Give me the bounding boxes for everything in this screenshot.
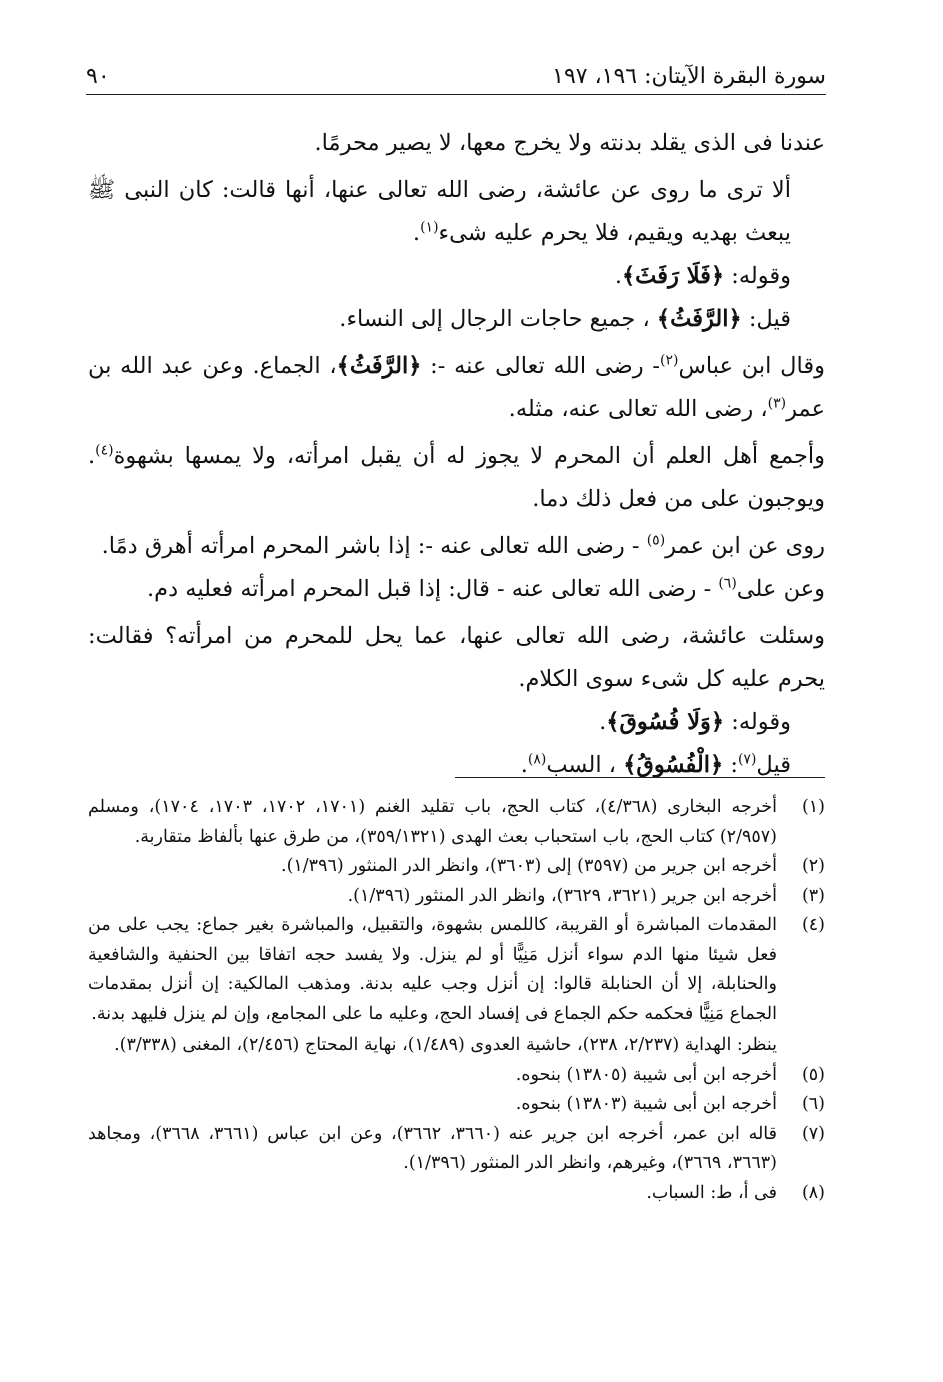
text-span: . ويوجبون على من فعل ذلك دما. [88, 443, 825, 512]
quran-quote: ﴿الْفُسُوقُ﴾ [623, 752, 724, 778]
text-span: روى عن ابن عمر [665, 533, 825, 559]
footnotes [88, 793, 825, 1208]
quran-quote: ﴿الرَّفَثُ﴾ [656, 306, 742, 332]
paragraph-8 [88, 568, 825, 611]
footnote-text: أخرجه ابن أبى شيبة (١٣٨٠٥) بنحوه. [515, 1064, 777, 1085]
footnote-4 [88, 911, 825, 1061]
text-span: . [412, 220, 421, 246]
paragraph-10 [88, 701, 825, 744]
footnote-5 [88, 1061, 825, 1091]
paragraph-1 [88, 122, 825, 165]
quran-quote: ﴿الرَّفَثُ﴾ [336, 353, 422, 379]
footnote-text: المقدمات المباشرة أو القريبة، كاللمس بشهوة، والتقبيل، والمباشرة بغير جماع: يجب على من فعل شيئا منها الدم سواء أنزل مَنِيًّا أو لم ينزل. ولا يفسد حجه اتفاقا بين الحنفية والشافعية والحنابلة، إلا أن الحنابلة قالوا: إن أنزل وجب عليه بدنة. ومذهب المالكية: إن أنزل بمقدمات الجماع مَنِيًّا فحكمه حكم الجماع فى إفساد الحج، وعليه ما على المجامع، وإن لم ينزل فليهد بدنة. [88, 915, 777, 1024]
text-span: ، السب [546, 752, 624, 778]
text-span: ، رضى الله تعالى عنه، مثله. [508, 396, 768, 422]
footnote-ref-5[interactable]: (٥) [646, 532, 666, 549]
footnote-subtext: ينظر: الهداية (٢/٢٣٧، ٢٣٨)، حاشية العدوى (١/٤٨٩)، نهاية المحتاج (٢/٤٥٦)، المغنى (٣/٣٣٨). [114, 1035, 777, 1055]
footnote-ref-4[interactable]: (٤) [95, 442, 114, 459]
footnote-ref-6[interactable]: (٦) [718, 575, 737, 592]
paragraph-2 [88, 169, 825, 255]
text-span: - رضى الله تعالى عنه -: [421, 353, 660, 379]
footnote-number: (١) [801, 797, 825, 817]
text-span: قيل: [741, 306, 791, 332]
footnote-ref-1[interactable]: (١) [420, 219, 439, 236]
paragraph-7 [88, 525, 825, 568]
footnote-number: (٨) [801, 1182, 825, 1203]
footnote-number: (٥) [801, 1064, 825, 1085]
quran-quote: ﴿وَلَا فُسُوقَ﴾ [606, 709, 725, 735]
main-text [88, 122, 825, 787]
footnote-text: أخرجه ابن جرير من (٣٥٩٧) إلى (٣٦٠٣)، وانظر الدر المنثور (١/٣٩٦). [281, 856, 777, 876]
footnote-text: أخرجه ابن أبى شيبة (١٣٨٠٣) بنحوه. [515, 1094, 777, 1114]
footnote-ref-2[interactable]: (٢) [660, 352, 679, 369]
paragraph-6 [88, 435, 825, 521]
text-span: . [520, 752, 528, 778]
running-title: سورة البقرة الآيتان: ١٩٦، ١٩٧ [552, 63, 826, 89]
text-span: . [614, 263, 622, 289]
footnote-number: (٢) [801, 856, 825, 876]
text-span: - رضى الله تعالى عنه -: إذا باشر المحرم امرأته أهرق دمًا. [101, 533, 647, 559]
footnote-number: (٦) [801, 1094, 825, 1114]
text-span: ، الجماع. وعن عبد الله بن عمر [88, 353, 825, 422]
text-span: وسئلت عائشة، رضى الله تعالى عنها، عما يحل للمحرم من امرأته؟ فقالت: يحرم عليه كل شىء سوى الكلام. [88, 623, 825, 692]
paragraph-9 [88, 615, 825, 701]
footnote-ref-3[interactable]: (٣) [767, 395, 787, 412]
text-span: وأجمع أهل العلم أن المحرم لا يجوز له أن يقبل امرأته، ولا يمسها بشهوة [113, 443, 825, 469]
footnote-text: أخرجه البخارى (٤/٣٦٨)، كتاب الحج، باب تقليد الغنم (١٧٠١، ١٧٠٢، ١٧٠٣، ١٧٠٤)، ومسلم (٢/٩٥٧) كتاب الحج، باب استحباب بعث الهدى (٣٥٩/١٣٢١)، من طرق عنها بألفاظ متقاربة. [88, 797, 777, 847]
quran-quote: ﴿فَلَا رَفَثَ﴾ [621, 263, 725, 289]
text-span: ، جميع حاجات الرجال إلى النساء. [339, 306, 657, 332]
text-span: قيل [756, 752, 791, 778]
footnote-ref-8[interactable]: (٨) [527, 751, 547, 768]
text-span: وقوله: [724, 709, 791, 735]
page-number: ٩٠ [86, 63, 110, 89]
footnote-number: (٤) [801, 915, 825, 935]
text-span: وعن على [736, 576, 825, 602]
text-span: - رضى الله تعالى عنه - قال: إذا قبل المحرم امرأته فعليه دم. [147, 576, 719, 602]
running-header [86, 58, 826, 95]
footnote-6 [88, 1090, 825, 1120]
footnote-number: (٣) [801, 885, 825, 906]
paragraph-11 [88, 744, 825, 787]
footnote-text: أخرجه ابن جرير (٣٦٢١، ٣٦٢٩)، وانظر الدر المنثور (١/٣٩٦). [347, 885, 777, 906]
footnote-7 [88, 1120, 825, 1179]
footnote-ref-7[interactable]: (٧) [737, 751, 757, 768]
paragraph-5 [88, 345, 825, 431]
footnote-2 [88, 852, 825, 882]
footnote-number: (٧) [801, 1123, 825, 1144]
text-span: وقال ابن عباس [678, 353, 826, 379]
text-span: . [599, 709, 607, 735]
paragraph-4 [88, 298, 825, 341]
footnote-text: فى أ، ط: السباب. [646, 1182, 777, 1203]
footnote-8 [88, 1179, 825, 1209]
text-span: عندنا فى الذى يقلد بدنته ولا يخرج معها، لا يصير محرمًا. [314, 130, 825, 156]
footnote-3 [88, 882, 825, 912]
footnote-body [88, 911, 777, 1061]
paragraph-3 [88, 255, 825, 298]
text-span: وقوله: [724, 263, 791, 289]
footnote-text: قاله ابن عمر، أخرجه ابن جرير عنه (٣٦٦٠، ٣٦٦٢)، وعن ابن عباس (٣٦٦١، ٣٦٦٨)، ومجاهد (٣٦٦٣، ٣٦٦٩)، وغيرهم، وانظر الدر المنثور (١/٣٩٦). [88, 1123, 778, 1173]
text-span: : [723, 752, 738, 778]
footnote-1 [88, 793, 825, 852]
text-span: ألا ترى ما روى عن عائشة، رضى الله تعالى عنها، أنها قالت: كان النبى ﷺ يبعث بهديه ويقيم، فلا يحرم عليه شىء [88, 177, 791, 246]
footnote-separator [455, 777, 825, 778]
